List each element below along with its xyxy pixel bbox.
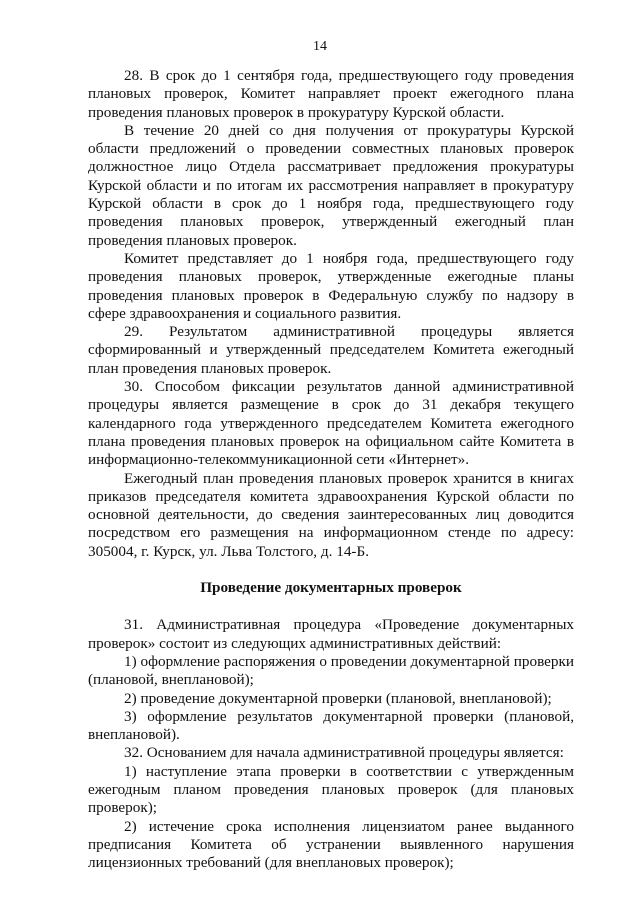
paragraph-federal-service: Комитет представляет до 1 ноября года, предшествующего году проведения плановых проверок, утвержденные ежегодные планы проведения плановых проверок в Федеральную службу по надзору в сфере здравоохранения и социального развития. (88, 249, 574, 322)
paragraph-29: 29. Результатом административной процедуры является сформированный и утвержденный председателем Комитета ежегодный план проведения плановых проверок. (88, 323, 574, 377)
paragraph-32-item-2: 2) истечение срока исполнения лицензиатом ранее выданного предписания Комитета об устранении выявленного нарушения лицензионных требований (для внеплановых проверок); (88, 817, 574, 872)
section-heading: Проведение документарных проверок (200, 579, 462, 597)
paragraph-31: 31. Административная процедура «Проведение документарных проверок» состоит из следующих административных действий: (88, 616, 574, 652)
paragraph-31-item-1: 1) оформление распоряжения о проведении документарной проверки (плановой, внеплановой); (88, 652, 574, 689)
paragraph-31-item-2: 2) проведение документарной проверки (плановой, внеплановой); (124, 689, 552, 707)
paragraph-32-item-1: 1) наступление этапа проверки в соответствии с утвержденным ежегодным планом проведения плановых проверок (для плановых проверок); (88, 762, 574, 817)
paragraph-28: 28. В срок до 1 сентября года, предшествующего году проведения плановых проверок, Комитет направляет проект ежегодного плана проведения плановых проверок в прокуратуру Курской области. (88, 67, 574, 121)
paragraph-30: 30. Способом фиксации результатов данной административной процедуры является размещение в срок до 31 декабря текущего календарного года утвержденного председателем Комитета ежегодного плана проведения плановых проверок на официальном сайте Комитета в информационно-телекоммуникационной сети «Интернет». (88, 378, 574, 469)
paragraph-plan-storage: Ежегодный план проведения плановых проверок хранится в книгах приказов председателя комитета здравоохранения Курской области по основной деятельности, до сведения заинтересованных лиц доводится посредством его размещения на информационном стенде по адресу: 305004, г. Курск, ул. Льва Толстого, д. 14-Б. (88, 469, 574, 560)
paragraph-32: 32. Основанием для начала административной процедуры является: (124, 744, 564, 762)
page-number: 14 (313, 39, 327, 54)
paragraph-prosecutor-proposals: В течение 20 дней со дня получения от прокуратуры Курской области предложений о проведении совместных плановых проверок должностное лицо Отдела рассматривает предложения прокуратуры Курской области и по итогам их рассмотрения направляет в прокуратуру Курской области в срок до 1 ноября года, предшествующего году проведения плановых проверок, утвержденный ежегодный план проведения плановых проверок. (88, 121, 574, 249)
paragraph-31-item-3: 3) оформление результатов документарной проверки (плановой, внеплановой). (88, 707, 574, 744)
document-body (88, 67, 574, 872)
